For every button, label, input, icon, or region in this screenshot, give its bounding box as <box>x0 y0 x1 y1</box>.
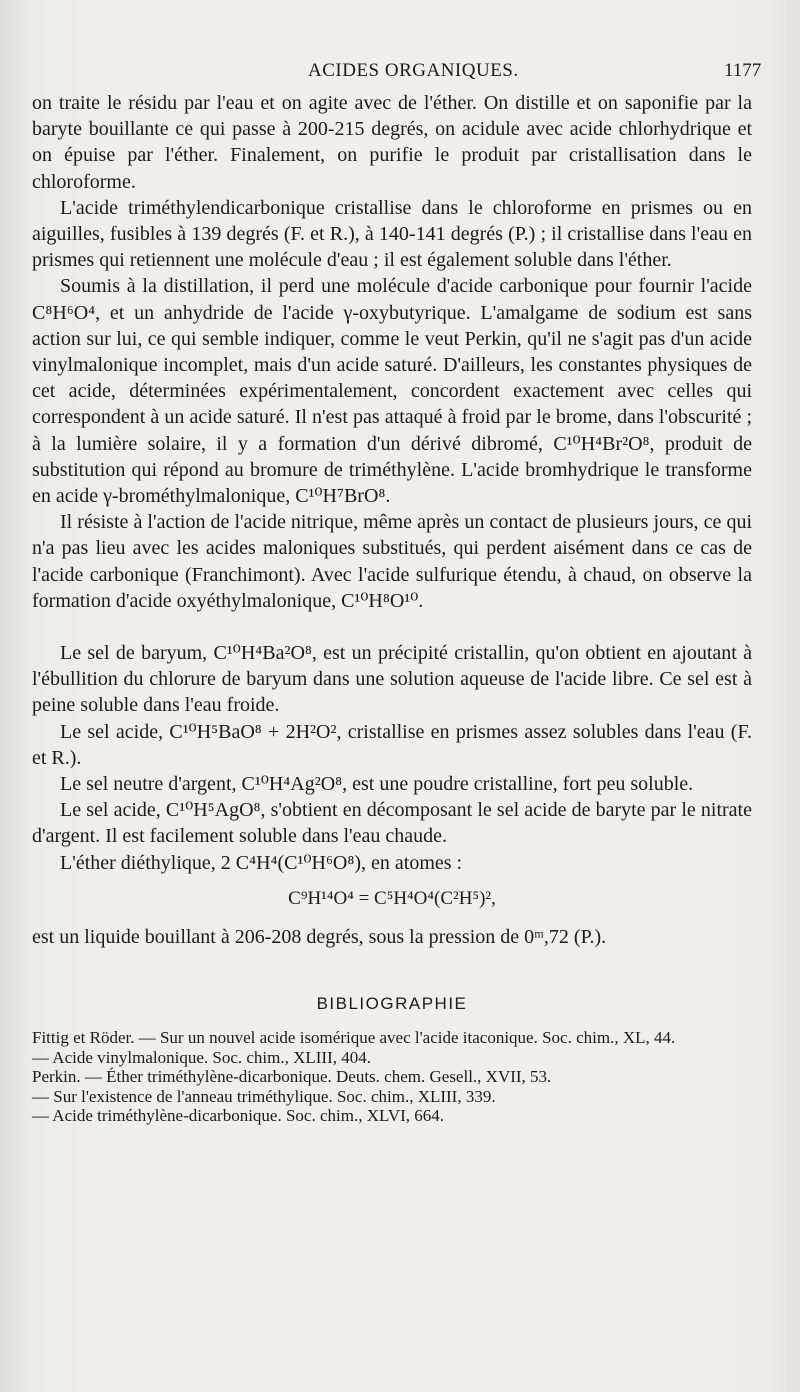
bibliography-entry: — Acide vinylmalonique. Soc. chim., XLIII, 404. <box>32 1047 371 1067</box>
paragraph: L'acide triméthylendicarbonique cristallise dans le chloroforme en prismes ou en aiguilles, fusibles à 139 degrés (F. et R.), à 140-141 degrés (P.) ; il cristallise dans l'eau en prismes qui retiennent une molécule d'eau ; il est également soluble dans l'éther. <box>32 196 752 272</box>
running-title: ACIDES ORGANIQUES. <box>308 60 519 81</box>
paragraph: on traite le résidu par l'eau et on agite avec de l'éther. On distille et on saponifie par la baryte bouillante ce qui passe à 200-215 degrés, on acidule avec acide chlorhydrique et on épuise par l'éther. Finalement, on purifie le produit par cristallisation dans le chloroforme. <box>32 92 752 193</box>
formula: C⁹H¹⁴O⁴ = C⁵H⁴O⁴(C²H⁵)², <box>288 887 496 909</box>
bibliography-list <box>32 1028 752 1126</box>
paragraph: est un liquide bouillant à 206-208 degrés, sous la pression de 0ᵐ,72 (P.). <box>32 925 607 948</box>
salt-acide-argent: Le sel acide, C¹⁰H⁵AgO⁸, s'obtient en décomposant le sel acide de baryte par le nitrate d'argent. Il est facilement soluble dans l'eau chaude. <box>32 799 752 848</box>
bibliography-entry: — Sur l'existence de l'anneau triméthylique. Soc. chim., XLIII, 339. <box>32 1086 496 1106</box>
paragraph: Il résiste à l'action de l'acide nitrique, même après un contact de plusieurs jours, ce qui n'a pas lieu avec les acides maloniques substitués, qui perdent aisément dans ce cas de l'acide carbonique (Franchimont). Avec l'acide sulfurique étendu, à chaud, on observe la formation d'acide oxyéthylmalonique, C¹⁰H⁸O¹⁰. <box>32 511 752 612</box>
salt-acide-baryum: Le sel acide, C¹⁰H⁵BaO⁸ + 2H²O², cristallise en prismes assez solubles dans l'eau (F. et R.). <box>32 720 752 769</box>
salt-baryum: Le sel de baryum, C¹⁰H⁴Ba²O⁸, est un précipité cristallin, qu'on obtient en ajoutant à l'ébullition du chlorure de baryum dans une solution aqueuse de l'acide libre. Ce sel est à peine soluble dans l'eau froide. <box>32 642 752 717</box>
page-header <box>0 60 800 90</box>
body-text <box>32 90 752 1126</box>
paragraph: Soumis à la distillation, il perd une molécule d'acide carbonique pour fournir l'acide C⁸H⁶O⁴, et un anhydride de l'acide γ-oxybutyrique. L'amalgame de sodium est sans action sur lui, ce qui semble indiquer, comme le veut Perkin, qu'il ne s'agit pas d'un acide vinylmalonique incomplet, mais d'un acide saturé. D'ailleurs, les constantes physiques de cet acide, déterminées expérimentalement, concordent exactement avec celles qui correspondent à un acide saturé. Il n'est pas attaqué à froid par le brome, dans l'obscurité ; à la lumière solaire, il y a formation d'un dérivé dibromé, C¹⁰H⁴Br²O⁸, produit de substitution qui répond au bromure de triméthylène. L'acide bromhydrique le transforme en acide γ-brométhylmalonique, C¹⁰H⁷BrO⁸. <box>32 275 752 508</box>
page-number: 1177 <box>724 60 762 81</box>
salt-neutre-argent: Le sel neutre d'argent, C¹⁰H⁴Ag²O⁸, est une poudre cristalline, fort peu soluble. <box>60 773 694 796</box>
bibliography-entry: Fittig et Röder. — Sur un nouvel acide isomérique avec l'acide itaconique. Soc. chim., XL, 44. <box>32 1028 676 1048</box>
bibliography-title: BIBLIOGRAPHIE <box>316 994 468 1014</box>
bibliography-entry: — Acide triméthylène-dicarbonique. Soc. chim., XLVI, 664. <box>32 1106 445 1126</box>
bibliography-entry: Perkin. — Éther triméthylène-dicarbonique. Deuts. chem. Gesell., XVII, 53. <box>32 1067 552 1087</box>
ether-diethylique: L'éther diéthylique, 2 C⁴H⁴(C¹⁰H⁶O⁸), en atomes : <box>60 851 463 874</box>
